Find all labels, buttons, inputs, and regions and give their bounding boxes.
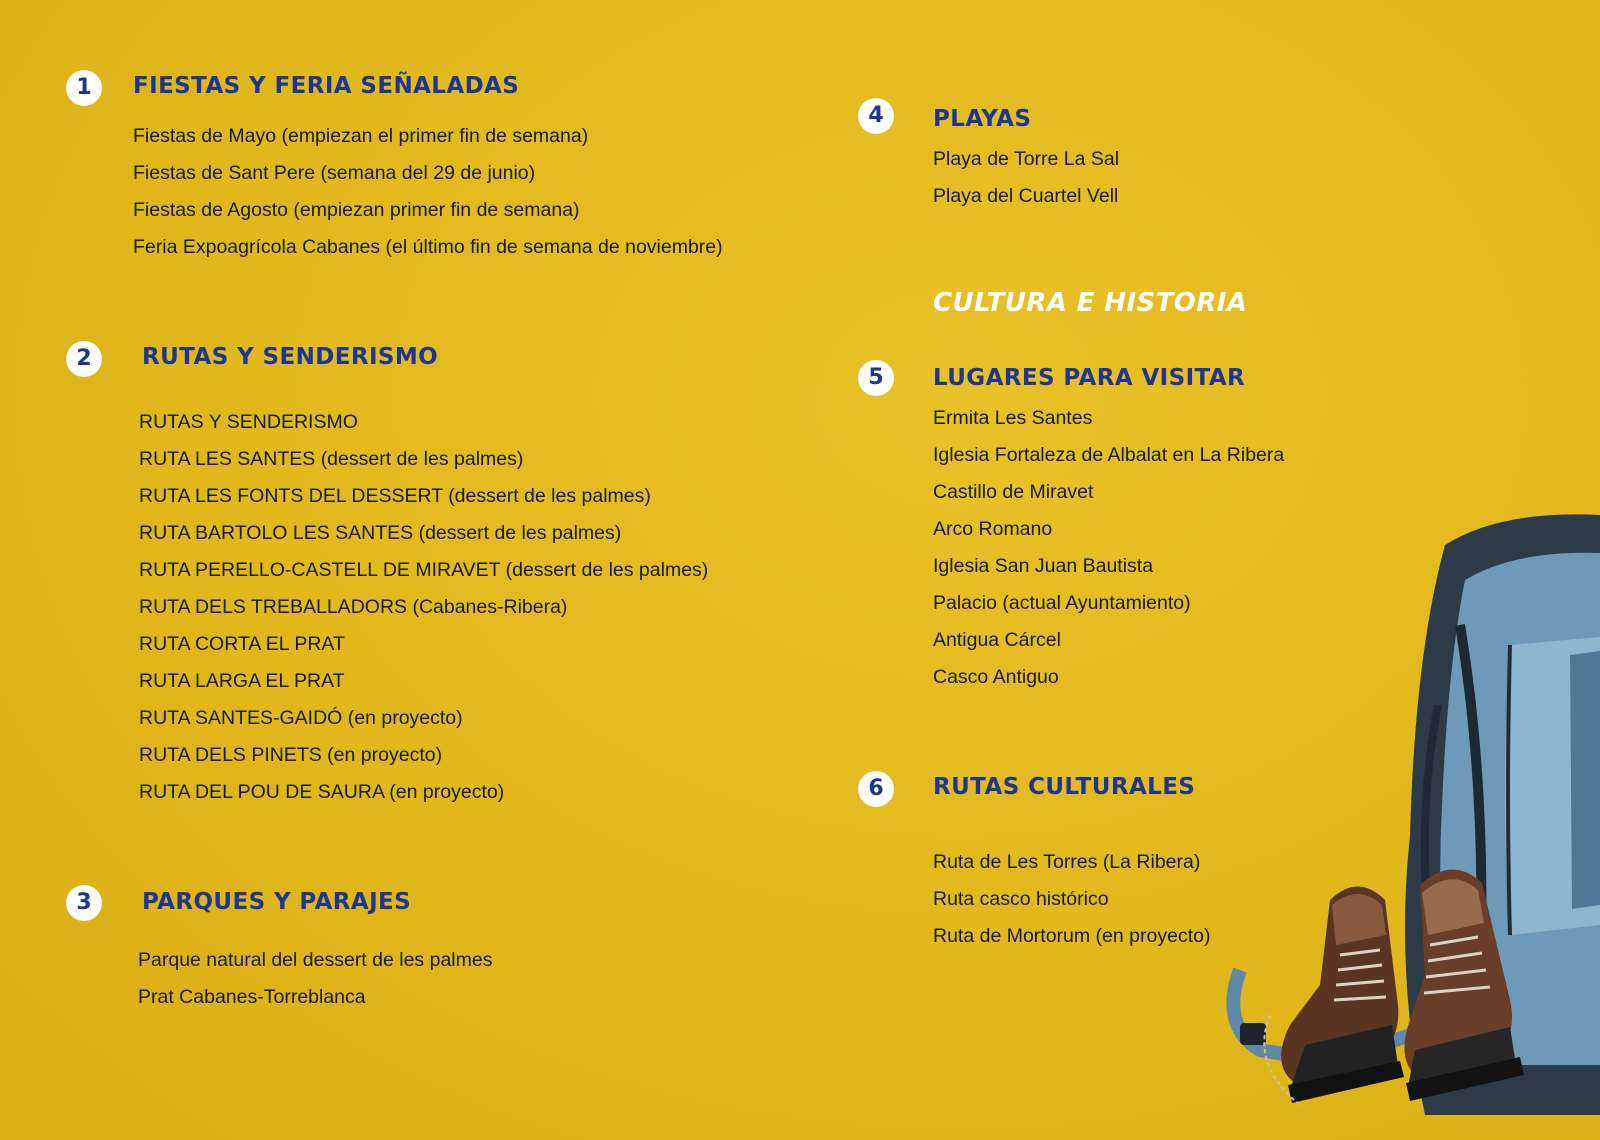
section-3-number-badge: 3 [66,885,102,921]
list-item: Palacio (actual Ayuntamiento) [933,592,1191,614]
section-4-title: PLAYAS [933,106,1032,132]
list-item: Castillo de Miravet [933,481,1094,503]
section-2-title: RUTAS Y SENDERISMO [142,344,439,370]
section-1-title: FIESTAS Y FERIA SEÑALADAS [133,73,520,99]
section-6-list [933,844,1210,955]
list-item: Ruta de Les Torres (La Ribera) [933,851,1201,873]
section-3-title: PARQUES Y PARAJES [142,889,412,915]
list-item: RUTA LES SANTES (dessert de les palmes) [139,448,524,470]
section-3-list [138,942,492,1016]
list-item: Arco Romano [933,518,1053,540]
list-item: RUTA SANTES-GAIDÓ (en proyecto) [139,707,463,729]
list-item: RUTA DELS TREBALLADORS (Cabanes-Ribera) [139,596,568,618]
list-item: RUTA BARTOLO LES SANTES (dessert de les palmes) [139,522,622,544]
section-2-number-badge: 2 [66,341,102,377]
list-item: Playa del Cuartel Vell [933,185,1119,207]
list-item: Feria Expoagrícola Cabanes (el último fin de semana de noviembre) [133,236,723,258]
list-item: Iglesia San Juan Bautista [933,555,1154,577]
section-4-number-badge: 4 [858,98,894,134]
list-item: RUTA DELS PINETS (en proyecto) [139,744,443,766]
list-item: Ermita Les Santes [933,407,1093,429]
section-4-list [933,141,1119,215]
list-item: RUTA PERELLO-CASTELL DE MIRAVET (dessert de les palmes) [139,559,709,581]
list-item: Prat Cabanes-Torreblanca [138,986,366,1008]
list-item: RUTAS Y SENDERISMO [139,411,358,433]
section-1-list [133,118,723,266]
section-1-number-badge: 1 [66,70,102,106]
list-item: RUTA LES FONTS DEL DESSERT (dessert de les palmes) [139,485,651,507]
section-6-number-badge: 6 [858,771,894,807]
list-item: Ruta de Mortorum (en proyecto) [933,925,1211,947]
section-5-number-badge: 5 [858,360,894,396]
list-item: RUTA CORTA EL PRAT [139,633,345,655]
list-item: Antigua Cárcel [933,629,1061,651]
list-item: Fiestas de Sant Pere (semana del 29 de junio) [133,162,536,184]
list-item: RUTA DEL POU DE SAURA (en proyecto) [139,781,505,803]
list-item: Fiestas de Mayo (empiezan el primer fin de semana) [133,125,589,147]
list-item: Parque natural del dessert de les palmes [138,949,493,971]
list-item: RUTA LARGA EL PRAT [139,670,345,692]
backpack-boots-image [1210,505,1600,1140]
list-item: Casco Antiguo [933,666,1059,688]
section-2-list [139,404,708,811]
list-item: Fiestas de Agosto (empiezan primer fin de semana) [133,199,580,221]
list-item: Ruta casco histórico [933,888,1109,910]
list-item: Iglesia Fortaleza de Albalat en La Ribera [933,444,1285,466]
list-item: Playa de Torre La Sal [933,148,1120,170]
category-heading: CULTURA E HISTORIA [933,288,1248,318]
section-5-title: LUGARES PARA VISITAR [933,365,1246,391]
section-6-title: RUTAS CULTURALES [933,774,1196,800]
